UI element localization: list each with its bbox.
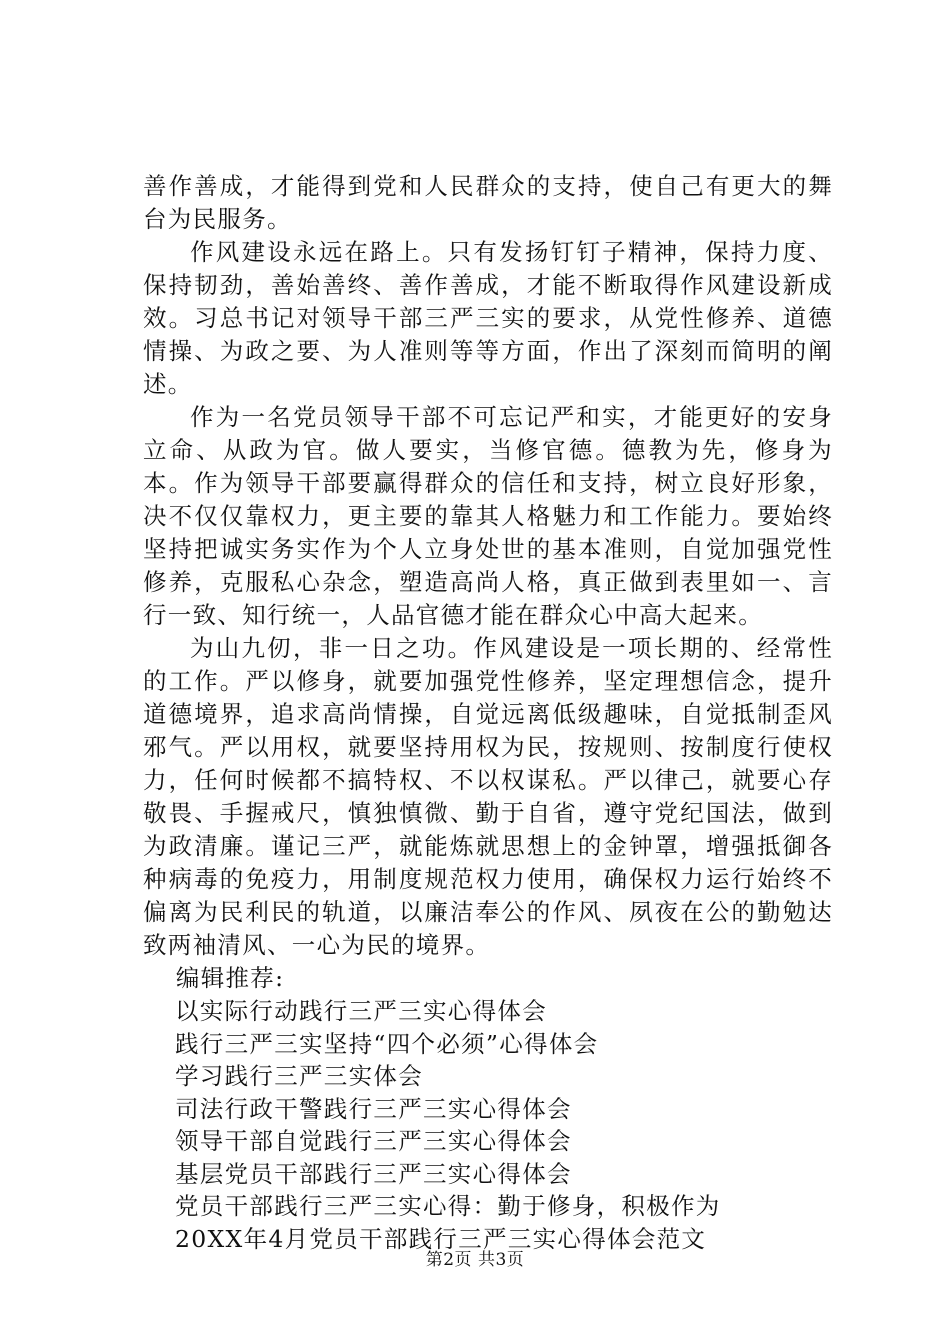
recommend-link[interactable]: 20XX年4月党员干部践行三严三实心得体会范文 [175,1224,707,1253]
paragraph-long-term-work: 为山九仞，非一日之功。作风建设是一项长期的、经常性的工作。严以修身，就要加强党性修养，坚定理想信念，提升道德境界，追求高尚情操，自觉远离低级趣味，自觉抵制歪风邪气。严以用权，就要坚持用权为民，按规则、按制度行使权力，任何时候都不搞特权、不以权谋私。严以律己，就要心存敬畏、手握戒尺，慎独慎微、勤于自省，遵守党纪国法，做到为政清廉。谨记三严，就能炼就思想上的金钟罩，增强抵御各种病毒的免疫力，用制度规范权力使用，确保权力运行始终不偏离为民利民的轨道，以廉洁奉公的作风、夙夜在公的勤勉达致两袖清风、一心为民的境界。 [143,634,833,959]
paragraph-style-building: 作风建设永远在路上。只有发扬钉钉子精神，保持力度、保持韧劲，善始善终、善作善成，才能不断取得作风建设新成效。习总书记对领导干部三严三实的要求，从党性修养、道德情操、为政之要、为人准则等等方面，作出了深刻而简明的阐述。 [143,238,833,398]
paragraph-strict-and-practical: 作为一名党员领导干部不可忘记严和实，才能更好的安身立命、从政为官。做人要实，当修官德。德教为先，修身为本。作为领导干部要赢得群众的信任和支持，树立良好形象，决不仅仅靠权力，更主要的靠其人格魅力和工作能力。要始终坚持把诚实务实作为个人立身处世的基本准则，自觉加强党性修养，克服私心杂念，塑造高尚人格，真正做到表里如一、言行一致、知行统一，人品官德才能在群众心中高大起来。 [143,403,833,629]
recommend-list [143,995,833,1255]
recommend-link[interactable]: 践行三严三实坚持“四个必须”心得体会 [175,1029,599,1058]
recommend-link[interactable]: 以实际行动践行三严三实心得体会 [175,997,547,1025]
recommend-link[interactable]: 党员干部践行三严三实心得：勤于修身，积极作为 [175,1192,721,1220]
recommend-link[interactable]: 基层党员干部践行三严三实心得体会 [175,1159,572,1188]
paragraph-continuation: 善作善成，才能得到党和人民群众的支持，使自己有更大的舞台为民服务。 [143,172,833,233]
page-number-footer: 第2页 共3页 [425,1250,525,1270]
document-body [143,170,833,1255]
recommend-link[interactable]: 领导干部自觉践行三严三实心得体会 [175,1127,572,1155]
recommend-link[interactable]: 司法行政干警践行三严三实心得体会 [175,1094,572,1123]
recommend-heading: 编辑推荐: [175,964,285,992]
recommend-link[interactable]: 学习践行三严三实体会 [175,1062,423,1090]
